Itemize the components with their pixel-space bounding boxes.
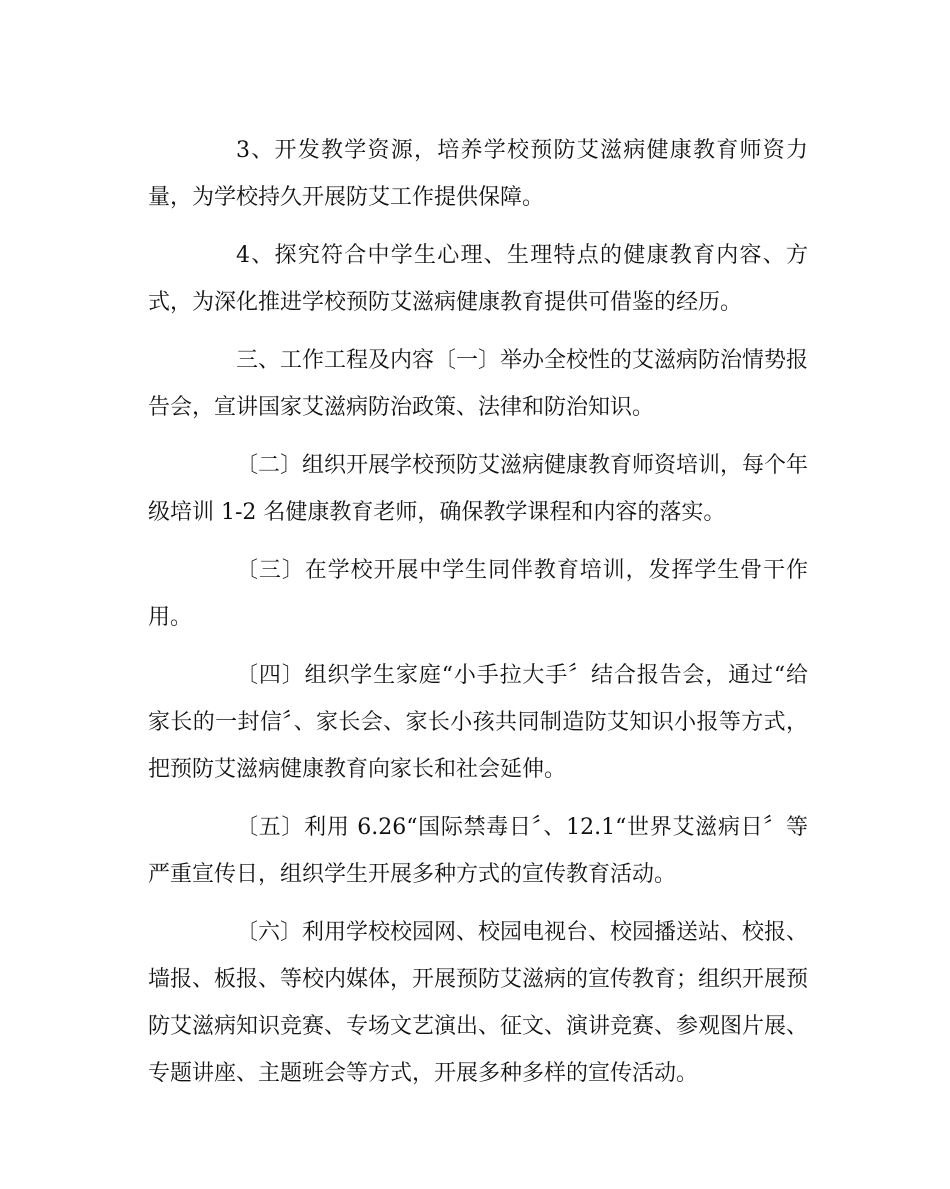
paragraph-item-4: 〔四〕组织学生家庭“小手拉大手〞结合报告会，通过“给家长的一封信〞、家长会、家长小孩共同制造防艾知识小报等方式，把预防艾滋病健康教育向家长和社会延伸。 bbox=[148, 663, 808, 782]
paragraph-section-3-item-1: 三、工作工程及内容〔一〕举办全校性的艾滋病防治情势报告会，宣讲国家艾滋病防治政策、法律和防治知识。 bbox=[148, 348, 809, 420]
paragraph-item-2: 〔二〕组织开展学校预防艾滋病健康教育师资培训，每个年级培训 1-2 名健康教育老师，确保教学课程和内容的落实。 bbox=[148, 453, 809, 525]
document-body bbox=[148, 127, 808, 1108]
paragraph-goal-4: 4、探究符合中学生心理、生理特点的健康教育内容、方式，为深化推进学校预防艾滋病健康教育提供可借鉴的经历。 bbox=[148, 243, 808, 315]
paragraph-item-6: 〔六〕利用学校校园网、校园电视台、校园播送站、校报、墙报、板报、等校内媒体，开展预防艾滋病的宣传教育；组织开展预防艾滋病知识竞赛、专场文艺演出、征文、演讲竞赛、参观图片展、专题讲座、主题班会等方式，开展多种多样的宣传活动。 bbox=[148, 920, 809, 1086]
paragraph-item-5: 〔五〕利用 6.26“国际禁毒日〞、12.1“世界艾滋病日〞等严重宣传日，组织学生开展多种方式的宣传教育活动。 bbox=[148, 815, 808, 887]
paragraph-goal-3: 3、开发教学资源，培养学校预防艾滋病健康教育师资力量，为学校持久开展防艾工作提供保障。 bbox=[148, 138, 808, 210]
paragraph-item-3: 〔三〕在学校开展中学生同伴教育培训，发挥学生骨干作用。 bbox=[148, 558, 808, 630]
